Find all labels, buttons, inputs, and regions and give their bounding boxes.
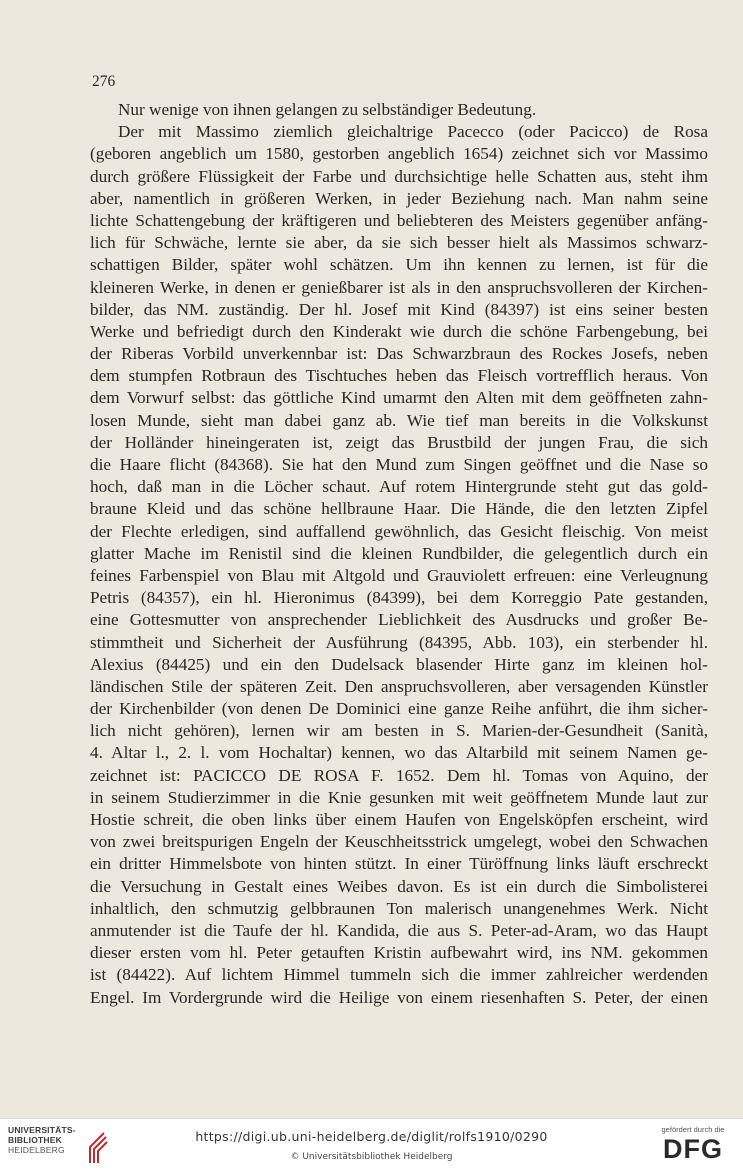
- text-line: ein dritter Himmelsbote von hinten stützt. In einer Türöffnung links läuft erschreckt: [90, 854, 708, 874]
- text-line: aber, namentlich in größeren Werken, in jeder Beziehung nach. Man nahm seine: [90, 188, 708, 208]
- text-line: dem stumpfen Rotbraun des Tischtuches heben das Fleisch vortrefflich heraus. Von: [90, 366, 708, 386]
- text-line: Der mit Massimo ziemlich gleichaltrige Pacecco (oder Pacicco) de Rosa: [118, 122, 708, 142]
- text-line: 4. Altar l., 2. l. vom Hochaltar) kennen, wo das Altarbild mit seinem Namen ge-: [90, 743, 708, 763]
- text-line: bilder, das NM. zuständig. Der hl. Josef mit Kind (84397) ist eins seiner besten: [90, 299, 708, 319]
- text-line: Petris (84357), ein hl. Hieronimus (84399), bei dem Korreggio Pate gestanden,: [90, 588, 708, 608]
- text-line: durch größere Flüssigkeit der Farbe und durchsichtige helle Schatten aus, steht ihm: [90, 166, 708, 186]
- text-line: lichte Schattengebung der kräftigeren und beliebteren des Meisters gegenüber anfäng-: [90, 210, 708, 230]
- text-line: lich nicht gehören), lernen wir am besten in S. Marien-der-Gesundheit (Sanità,: [90, 721, 708, 741]
- text-line: lich für Schwäche, lernte sie aber, da sie sich besser hielt als Massimos schwarz-: [90, 233, 708, 253]
- logo-line-1: UNIVERSITÄTS-: [8, 1125, 76, 1135]
- permalink-url[interactable]: https://digi.ub.uni-heidelberg.de/diglit/rolfs1910/0290: [195, 1129, 548, 1144]
- text-line: losen Munde, sieht man dabei ganz ab. Wie tief man bereits in die Volkskunst: [90, 410, 708, 430]
- page-number: 276: [92, 73, 116, 90]
- logo-line-3: HEIDELBERG: [8, 1145, 65, 1155]
- viewer-footer: [0, 1118, 743, 1173]
- text-line: Alexius (84425) und ein den Dudelsack blasender Hirte ganz im kleinen hol-: [90, 654, 708, 674]
- text-line: kleineren Werke, in denen er genießbarer ist als in den anspruchsvolleren der Kirchen-: [90, 277, 708, 297]
- text-line: von zwei breitspurigen Engeln der Keuschheitsstrick umgelegt, wobei den Schwachen: [90, 832, 708, 852]
- dfg-caption: gefördert durch die: [661, 1125, 725, 1134]
- text-line: (geboren angeblich um 1580, gestorben angeblich 1654) zeichnet sich vor Massimo: [90, 144, 708, 164]
- text-line: ist (84422). Auf lichtem Himmel tummeln sich die immer zahlreicher werdenden: [90, 965, 708, 985]
- body-text: [90, 99, 708, 1009]
- text-line: Engel. Im Vordergrunde wird die Heilige von einem riesenhaften S. Peter, der einen: [90, 987, 708, 1007]
- text-line: der Holländer hineingeraten ist, zeigt das Brustbild der jungen Frau, die sich: [90, 432, 708, 452]
- text-line: inhaltlich, den schmutzig gelbbraunen Ton malerisch unangenehmes Werk. Nicht: [90, 898, 708, 918]
- text-line: Werke und befriedigt durch den Kinderakt wie durch die schöne Farbengebung, bei: [90, 321, 708, 341]
- text-line: feines Farbenspiel von Blau mit Altgold und Grauviolett erfreuen: eine Verleugnung: [90, 565, 708, 585]
- text-line: ländischen Stile der späteren Zeit. Den anspruchsvolleren, aber versagenden Künstler: [90, 676, 708, 696]
- text-line: hoch, daß man in die Löcher schaut. Auf rotem Hintergrunde steht gut das gold-: [90, 477, 708, 497]
- text-line: zeichnet ist: PACICCO DE ROSA F. 1652. Dem hl. Tomas von Aquino, der: [90, 765, 708, 785]
- text-line: der Riberas Vorbild unverkennbar ist: Das Schwarzbraun des Rockes Josefs, neben: [90, 344, 708, 364]
- text-line: stimmtheit und Sicherheit der Ausführung (84395, Abb. 103), ein sterbender hl.: [90, 632, 708, 652]
- dfg-logo[interactable]: [653, 1125, 733, 1164]
- text-line: der Flechte erledigen, sind auffallend gewöhnlich, das Gesicht fleischig. Von meist: [90, 521, 708, 541]
- text-line: Hostie schreit, die oben links über einem Haufen von Engelsköpfen erscheint, wird: [90, 810, 708, 829]
- text-line: in seinem Studierzimmer in die Knie gesunken mit weit geöffnetem Munde laut zur: [90, 787, 708, 807]
- text-line: die Versuchung in Gestalt eines Weibes davon. Es ist ein durch die Simbolisterei: [90, 876, 708, 896]
- text-line: Nur wenige von ihnen gelangen zu selbständiger Bedeutung.: [118, 100, 537, 119]
- text-line: die Haare flicht (84368). Sie hat den Mund zum Singen geöffnet und die Nase so: [90, 455, 708, 474]
- text-line: dieser ersten vom hl. Peter getauften Kristin aufbewahrt wird, ins NM. gekommen: [90, 943, 708, 963]
- copyright-notice: © Universitätsbibliothek Heidelberg: [290, 1152, 453, 1162]
- text-line: schattigen Bilder, später wohl schätzen. Um ihn kennen zu lernen, ist für die: [90, 255, 708, 275]
- text-line: glatter Mache im Renistil sind die kleinen Rundbilder, die gelegentlich durch ein: [90, 543, 708, 563]
- text-line: anmutender ist die Taufe der hl. Kandida, die aus S. Peter-ad-Aram, wo das Haupt: [90, 920, 708, 940]
- logo-line-2: BIBLIOTHEK: [8, 1135, 62, 1145]
- text-line: eine Gottesmutter von ansprechender Lieblichkeit des Ausdrucks und großer Be-: [90, 610, 708, 630]
- dfg-wordmark: DFG: [663, 1134, 723, 1164]
- text-line: der Kirchenbilder (von denen De Dominici eine ganze Reihe anführt, die ihm sicher-: [90, 699, 708, 719]
- text-line: dem Vorwurf selbst: das göttliche Kind umarmt den Alten mit dem geöffneten zahn-: [90, 388, 708, 408]
- text-line: braune Kleid und das schöne hellbraune Haar. Die Hände, die den letzten Zipfel: [90, 499, 708, 519]
